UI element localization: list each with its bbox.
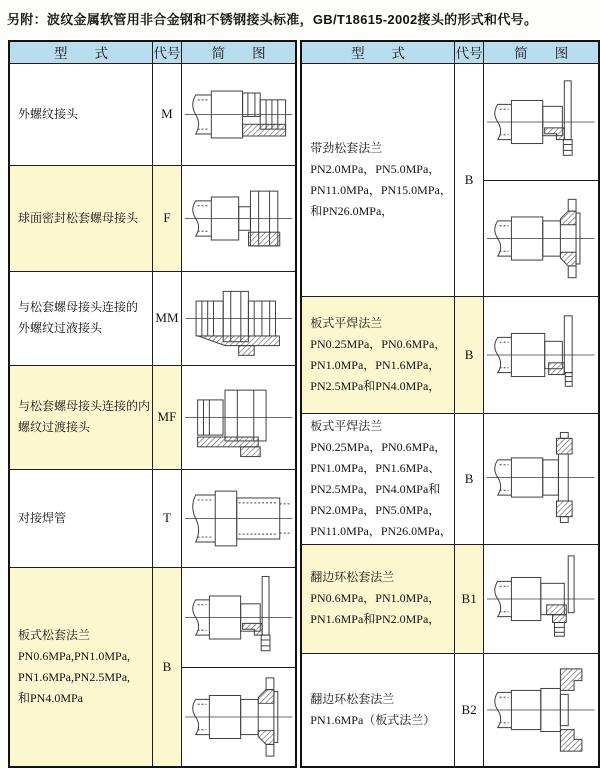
male-thread-fitting-diagram bbox=[182, 64, 295, 165]
fitting-diagram-cell bbox=[484, 653, 599, 767]
fitting-code-cell: MM bbox=[153, 271, 182, 365]
fitting-diagram-cell bbox=[181, 165, 296, 271]
fitting-code-cell: B bbox=[454, 413, 484, 544]
fitting-type-line: PN0.6MPa,PN1.0MPa, bbox=[18, 648, 131, 663]
fitting-code-cell: M bbox=[153, 63, 182, 165]
fitting-type-line: 板式平焊法兰 bbox=[310, 418, 383, 433]
fitting-code-cell: B bbox=[454, 296, 484, 413]
fitting-type-cell bbox=[9, 271, 153, 365]
female-adapter-nipple-diagram bbox=[182, 366, 295, 469]
fitting-diagram-cell bbox=[484, 296, 599, 413]
fitting-type-line: PN1.0MPa，PN1.6MPa， bbox=[310, 357, 441, 372]
fitting-type-line: PN2.0MPa，PN5.0MPa， bbox=[310, 161, 441, 176]
table-row bbox=[301, 544, 599, 653]
fitting-type-line: 翻边环松套法兰 bbox=[310, 570, 395, 584]
fitting-type-cell bbox=[301, 63, 454, 296]
fitting-type-cell bbox=[9, 365, 153, 469]
fitting-type-line: 与松套螺母接头连接的 bbox=[18, 300, 139, 314]
fitting-type-cell bbox=[301, 413, 454, 544]
column-header-code: 代号 bbox=[454, 41, 484, 63]
fitting-code-cell: B1 bbox=[454, 544, 484, 653]
fitting-type-line: 外螺纹过液接头 bbox=[18, 321, 103, 335]
loose-plate-flange-collar-diagram bbox=[182, 667, 295, 766]
fitting-code-cell: T bbox=[153, 469, 182, 567]
fitting-type-line: PN11.0MPa，PN26.0MPa， bbox=[310, 523, 452, 538]
fitting-type-cell bbox=[9, 567, 153, 767]
table-row bbox=[9, 567, 296, 767]
table-row bbox=[301, 653, 599, 767]
fitting-diagram-cell bbox=[181, 271, 296, 365]
fitting-type-line: 板式松套法兰 bbox=[18, 627, 91, 642]
fitting-type-line: PN1.0MPa，PN1.6MPa、 bbox=[310, 460, 441, 475]
column-header-type: 型 式 bbox=[301, 41, 454, 63]
flared-ring-plate-flange-diagram bbox=[484, 654, 598, 766]
fitting-type-line: 和PN26.0MPa， bbox=[310, 203, 394, 218]
spherical-loose-nut-fitting-diagram bbox=[182, 166, 295, 271]
fitting-type-line: 板式平焊法兰 bbox=[310, 315, 383, 330]
weld-plate-flange-diagram bbox=[484, 297, 598, 413]
table-row bbox=[9, 365, 296, 469]
fitting-diagram-cell bbox=[484, 544, 599, 653]
fitting-diagram-cell bbox=[484, 63, 599, 296]
column-header-type: 型 式 bbox=[9, 41, 153, 63]
fitting-type-cell bbox=[301, 544, 454, 653]
column-header-diagram: 简 图 bbox=[181, 41, 296, 63]
fitting-type-line: 与松套螺母接头连接的内 bbox=[18, 399, 151, 413]
fitting-type-cell bbox=[301, 653, 454, 767]
loose-plate-flange-diagram bbox=[182, 568, 295, 667]
fitting-code-cell: F bbox=[153, 165, 182, 271]
fitting-type-line: PN1.6MPa（板式法兰） bbox=[310, 712, 436, 727]
male-adapter-nipple-diagram bbox=[182, 272, 295, 365]
table-row bbox=[301, 413, 599, 544]
butt-weld-pipe-diagram bbox=[182, 470, 295, 567]
table-row bbox=[9, 271, 296, 365]
fitting-type-line: PN0.6MPa，PN1.0MPa， bbox=[310, 591, 441, 605]
fitting-diagram-cell bbox=[181, 365, 296, 469]
fitting-type-cell bbox=[9, 469, 153, 567]
neck-loose-flange-collar-diagram bbox=[484, 180, 598, 296]
neck-loose-flange-plate-diagram bbox=[484, 64, 598, 180]
fitting-code-cell: B bbox=[454, 63, 484, 296]
column-header-diagram: 简 图 bbox=[484, 41, 599, 63]
fitting-type-line: 对接焊管 bbox=[18, 510, 67, 525]
fitting-code-cell: B bbox=[153, 567, 182, 767]
fitting-type-line: 带劲松套法兰 bbox=[310, 140, 383, 155]
fitting-type-line: 和PN4.0MPa bbox=[18, 690, 84, 705]
fitting-type-cell bbox=[9, 165, 153, 271]
table-row bbox=[301, 296, 599, 413]
fitting-diagram-cell bbox=[181, 63, 296, 165]
fitting-type-line: PN0.25MPa，PN0.6MPa， bbox=[310, 439, 447, 454]
fitting-type-line: PN2.0MPa，PN5.0MPa， bbox=[310, 502, 441, 517]
table-row bbox=[9, 165, 296, 271]
fitting-code-cell: B2 bbox=[454, 653, 484, 767]
fitting-type-line: PN1.6MPa和PN2.0MPa， bbox=[310, 612, 441, 626]
fitting-code-cell: MF bbox=[153, 365, 182, 469]
table-header-row bbox=[9, 41, 296, 63]
fitting-type-line: 螺纹过渡接头 bbox=[18, 420, 91, 434]
fitting-table-left bbox=[8, 40, 297, 768]
fitting-diagram-cell bbox=[181, 567, 296, 767]
fitting-type-cell bbox=[301, 296, 454, 413]
table-row bbox=[9, 469, 296, 567]
fitting-type-line: PN1.6MPa,PN2.5MPa, bbox=[18, 669, 131, 684]
table-row bbox=[9, 63, 296, 165]
fitting-type-line: 翻边环松套法兰 bbox=[310, 691, 395, 706]
fitting-type-line: PN2.5MPa，PN4.0MPa和 bbox=[310, 481, 441, 496]
table-header-row bbox=[301, 41, 599, 63]
fitting-table-left-body bbox=[9, 63, 296, 767]
fitting-type-line: PN2.5MPa和PN4.0MPa， bbox=[310, 378, 441, 393]
fitting-type-line: 外螺纹接头 bbox=[18, 106, 79, 121]
fitting-diagram-cell bbox=[181, 469, 296, 567]
fitting-type-line: PN11.0MPa，PN15.0MPa， bbox=[310, 182, 452, 197]
fitting-type-cell bbox=[9, 63, 153, 165]
fitting-table-right-body bbox=[301, 63, 599, 767]
fitting-diagram-cell bbox=[484, 413, 599, 544]
fitting-type-line: PN0.25MPa，PN0.6MPa， bbox=[310, 336, 447, 351]
flared-ring-loose-flange-diagram bbox=[484, 545, 598, 653]
column-header-code: 代号 bbox=[153, 41, 182, 63]
fitting-table-right bbox=[300, 40, 600, 768]
fitting-type-line: 球面密封松套螺母接头 bbox=[18, 210, 139, 225]
table-row bbox=[301, 63, 599, 296]
weld-plate-flange-wide-diagram bbox=[484, 414, 598, 541]
fitting-tables bbox=[8, 40, 600, 768]
page-title: 另附：波纹金属软管用非合金钢和不锈钢接头标准，GB/T18615-2002接头的形式和代号。 bbox=[7, 12, 538, 27]
